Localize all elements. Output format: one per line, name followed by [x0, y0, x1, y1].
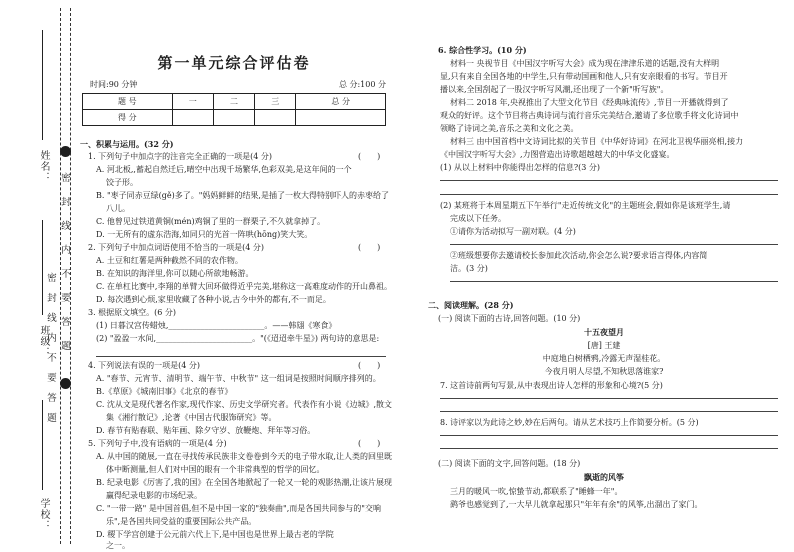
- class-label: 班级：: [38, 325, 49, 358]
- material-text: 显,只有来自全国各地的中学生,只有带动国画和他人,只有安亲眼看的书写。节目开: [440, 72, 728, 81]
- question-option: 八儿。: [106, 204, 130, 213]
- fill-blank[interactable]: (1) 日暮汉宫传蜡烛,________________________。——韩翃《寒食》: [96, 321, 337, 330]
- question-option: 之一。: [106, 541, 130, 550]
- question-text: 6. 综合性学习。(10 分): [438, 45, 527, 55]
- score-entry[interactable]: [255, 110, 296, 126]
- material-text: 材料二 2018 年,央视推出了大型文化节目《经典咏流传》,节目一开播就得到了: [450, 98, 729, 107]
- section-heading: 二、阅读理解。(28 分): [428, 300, 514, 310]
- material-text: 领略了诗词之美,音乐之美和文化之美。: [440, 124, 579, 133]
- question-option: A. "春节、元宵节、清明节、端午节、中秋节" 这一组词是按照时间顺序排列的。: [96, 374, 381, 383]
- question-text: 8. 诗评家以为此诗之妙,妙在后两句。请从艺术技巧上作简要分析。(5 分): [440, 418, 699, 427]
- name-label: 姓名：: [38, 150, 49, 183]
- question-option: D. 每次遇到心烦,家里收藏了各种小说,古今中外的都有,不一而足。: [96, 295, 331, 304]
- answer-line[interactable]: [96, 356, 386, 357]
- question-text: 3. 根据原文填空。(6 分): [88, 308, 177, 317]
- answer-paren[interactable]: ( ): [358, 152, 381, 161]
- question-text: ①请你为活动拟写一副对联。(4 分): [450, 227, 576, 236]
- score-cell: 一: [172, 94, 213, 110]
- school-label: 学校：: [38, 498, 49, 531]
- question-text: 4. 下列说法有误的一项是(4 分): [88, 361, 201, 370]
- poem-title: 十五夜望月: [584, 327, 624, 337]
- answer-paren[interactable]: ( ): [358, 361, 381, 370]
- seal-dot-1: [60, 146, 71, 157]
- question-text: (二) 阅读下面的文字,回答问题。(18 分): [438, 459, 581, 468]
- answer-paren[interactable]: ( ): [358, 243, 381, 252]
- question-option: D. 稷下学宫创建于公元前六代上下,是中国也是世界上最古老的学院: [96, 530, 334, 539]
- exam-time: 时间:90 分钟: [90, 80, 138, 89]
- score-entry[interactable]: [172, 110, 213, 126]
- score-entry[interactable]: [296, 110, 386, 126]
- question-text: 完成以下任务。: [450, 214, 506, 223]
- score-cell: 得 分: [83, 110, 173, 126]
- exam-title: 第一单元综合评估卷: [157, 54, 311, 72]
- answer-line[interactable]: [440, 411, 778, 412]
- seal-dot-2: [60, 378, 71, 389]
- question-option: A. 土豆和红薯是两种截然不同的农作物。: [96, 256, 243, 265]
- question-option: B. 在知识的海洋里,你可以随心所欲地畅游。: [96, 269, 254, 278]
- question-text: (1) 从以上材料中你能得出怎样的信息?(3 分): [440, 163, 601, 172]
- question-text: (一) 阅读下面的古诗,回答问题。(10 分): [438, 314, 581, 323]
- question-option: B. "枣子同赤豆绿(gě)多了。"妈妈鲜鲜的结果,是插了一枚大得特别吓人的赤枣给了: [96, 191, 389, 200]
- material-text: 播以来,全国刮起了一股汉字听写风潮,还出现了一个新"听写族"。: [440, 85, 669, 94]
- poem-line: 中庭地白树栖鸦,冷露无声湿桂花。: [542, 354, 666, 363]
- score-cell: 三: [255, 94, 296, 110]
- question-option: A. 从中国的随展,一直在寻找传承民族非文卷卷到今天的电子带水取,让人类的回里既: [96, 452, 392, 461]
- answer-paren[interactable]: ( ): [358, 439, 381, 448]
- article-text: 三月的暖风一吹,惊蛰节动,都联系了"睡蜂一年"。: [450, 487, 623, 496]
- answer-line[interactable]: [440, 180, 778, 181]
- answer-line[interactable]: [440, 398, 778, 399]
- question-option: 乐",是各国共同受益的重要国际公共产品。: [106, 517, 257, 526]
- article-title: 飘逝的风筝: [584, 472, 624, 482]
- score-table-score-row: [83, 110, 386, 126]
- score-cell: 题 号: [83, 94, 173, 110]
- question-option: D. 一无所有的虚东浩海,如同只的光首一阵哄(hōng)笑大笑。: [96, 230, 313, 239]
- question-text: 5. 下列句子中,没有语病的一项是(4 分): [88, 439, 227, 448]
- article-text: 鹞爷也感觉到了,一大早儿就拿起那只"年年有余"的风筝,出溜出了家门。: [450, 500, 703, 509]
- fill-blank[interactable]: (2) "盈盈一水间,________________________。"(《迢迢牵牛星》) 两句诗的意思是:: [96, 334, 380, 343]
- material-text: 观众的好评。这个节目将古典诗词与流行音乐完美结合,邀请了多位歌手将文化诗词中: [440, 111, 739, 120]
- question-option: C. 在单杠比赛中,李翔的单臂大回环做得近乎完美,堪称这一高难度动作的开山鼻祖。: [96, 282, 393, 291]
- class-line: [42, 220, 43, 315]
- answer-line[interactable]: [450, 244, 778, 245]
- material-text: 材料三 由中国首档中文诗词比拟的关节目《中华好诗词》在河北卫视华丽亮相,接力: [450, 137, 744, 146]
- question-text: 2. 下列句子中加点词语使用不恰当的一项是(4 分): [88, 243, 265, 252]
- question-text: ②班级想要你去邀请校长参加此次活动,你会怎么说?要求语言得体,内容简: [450, 251, 708, 260]
- question-option: 集《湘行散记》,论著《中国古代服饰研究》等。: [106, 413, 277, 422]
- question-option: 饺子形。: [106, 178, 138, 187]
- question-option: 赢得纪录电影的市场纪录。: [106, 491, 202, 500]
- question-option: C. "一带一路" 是中国首倡,但不是中国一家的"独奏曲",而是各国共同参与的"交响: [96, 504, 381, 513]
- question-option: D. 春节有贴春联、贴年画、除夕守岁、放鞭炮、拜年等习俗。: [96, 426, 316, 435]
- answer-line[interactable]: [450, 281, 778, 282]
- question-option: B.《草原》《城南旧事》《北京的春节》: [96, 387, 233, 396]
- answer-line[interactable]: [440, 435, 778, 436]
- material-text: 《中国汉字听写大会》,力图营造出诗歌超越越大的中华文化盛宴。: [440, 150, 675, 159]
- question-option: 体中断测量,但人们对中国的眼有一个非常典型的哲学的回忆。: [106, 465, 325, 474]
- question-option: C. 他曾见过铁道黄铜(mén)鸡铜了里的一群栗子,不久就拿掉了。: [96, 217, 326, 226]
- question-text: 7. 这首诗前两句写景,从中表现出诗人怎样的形象和心境?(5 分): [440, 381, 663, 390]
- question-option: C. 沈从文是现代著名作家,现代作家、历史文学研究者。代表作有小说《边城》,散文: [96, 400, 393, 409]
- name-line: [42, 30, 43, 140]
- question-text: (2) 某班将于本周星期五下午举行"走近传统文化"的主题班会,假如你是该班学生,请: [440, 201, 731, 210]
- question-text: 洁。(3 分): [450, 264, 488, 273]
- question-option: B. 纪录电影《厉害了,我的国》在全国各地掀起了一轮又一轮的观影热潮,让该片展现: [96, 478, 393, 487]
- score-table: [82, 93, 386, 126]
- exam-total: 总 分:100 分: [338, 80, 386, 89]
- answer-line[interactable]: [440, 194, 778, 195]
- material-text: 材料一 央视节目《中国汉字听写大会》成为现在津津乐道的话题,没有大样明: [450, 59, 720, 68]
- question-option: A. 河北板,,蓄起自然迁后,晴空中出现千场繁华,色彩双美,是这年间的一个: [96, 165, 352, 174]
- school-line: [42, 400, 43, 490]
- score-cell: 二: [213, 94, 254, 110]
- question-text: 1. 下列句子中加点字的注音完全正确的一项是(4 分): [88, 152, 273, 161]
- section-heading: 一、积累与运用。(32 分): [80, 139, 174, 149]
- score-entry[interactable]: [213, 110, 254, 126]
- poem-author: [唐] 王建: [587, 341, 621, 350]
- binding-margin: 姓名： 班级： 学校： 密 封 线 内 不 要 答 题 密 封 线 内 不 要 答 题: [0, 0, 78, 552]
- score-table-header-row: [83, 94, 386, 110]
- poem-line: 今夜月明人尽望,不知秋思落谁家?: [544, 367, 664, 376]
- answer-line[interactable]: [440, 448, 778, 449]
- score-cell: 总 分: [296, 94, 386, 110]
